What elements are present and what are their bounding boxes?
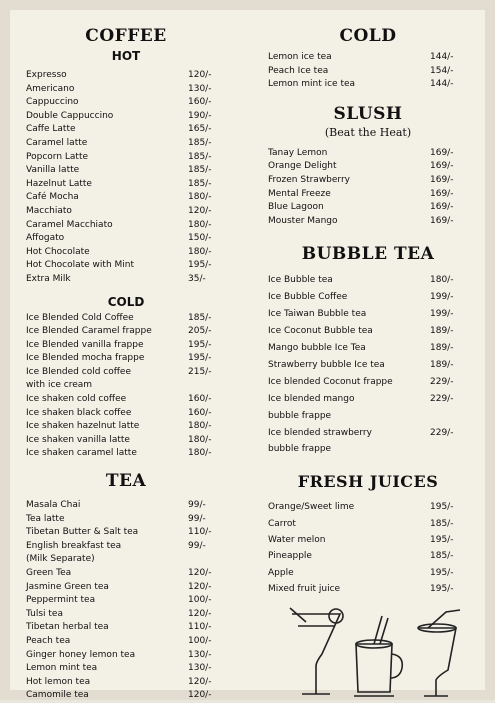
menu-item-name: Camomile tea <box>26 690 89 701</box>
menu-item-name: Ice shaken hazelnut latte <box>26 421 140 432</box>
menu-item-price: 160/- <box>188 394 212 405</box>
menu-item-price: 185/- <box>430 518 454 529</box>
menu-item <box>26 312 226 326</box>
menu-item <box>268 147 468 161</box>
menu-item <box>268 516 468 532</box>
menu-item <box>26 83 226 97</box>
menu-item-name: Green Tea <box>26 568 72 578</box>
menu-item <box>26 513 226 527</box>
menu-item <box>26 96 226 110</box>
slush-list <box>268 147 468 229</box>
menu-item <box>268 78 468 92</box>
menu-item <box>26 232 226 246</box>
menu-item-name: Extra Milk <box>26 273 71 284</box>
menu-item <box>268 548 468 564</box>
menu-item-price: 195/- <box>430 583 454 594</box>
menu-item <box>26 540 226 554</box>
menu-item-name: Hazelnut Latte <box>26 178 92 189</box>
tea-title: TEA <box>105 471 147 492</box>
menu-item <box>268 408 468 425</box>
menu-item <box>268 499 468 515</box>
menu-item-name: Hot Chocolate with Mint <box>26 260 135 271</box>
menu-item-name: Water melon <box>268 534 326 545</box>
menu-item-price: 195/- <box>430 534 454 545</box>
menu-item <box>268 391 468 408</box>
menu-item <box>268 441 468 458</box>
menu-item-price: 169/- <box>430 215 454 226</box>
menu-item <box>26 164 226 178</box>
menu-item <box>26 123 226 137</box>
menu-item-name: Peppermint tea <box>26 595 96 606</box>
menu-item-name: Expresso <box>26 70 67 80</box>
menu-item <box>268 357 468 374</box>
menu-item-name: Mental Freeze <box>268 188 331 199</box>
menu-item-name: bubble frappe <box>268 410 332 421</box>
menu-item <box>26 553 226 567</box>
menu-item-price: 130/- <box>188 663 212 674</box>
menu-item-name: Vanilla latte <box>26 165 80 176</box>
menu-item-price: 180/- <box>188 448 212 459</box>
menu-item-name: Ice Blended vanilla frappe <box>26 339 144 350</box>
menu-item <box>26 178 226 192</box>
menu-item-name: Ice blended strawberry <box>268 427 372 438</box>
bubble-tea-title: BUBBLE TEA <box>301 244 435 265</box>
coffee-hot-list <box>26 69 226 287</box>
menu-item <box>26 447 226 461</box>
menu-item-price: 99/- <box>188 500 206 511</box>
menu-item-price: 185/- <box>188 151 212 162</box>
menu-item <box>26 273 226 287</box>
menu-item-name: Macchiato <box>26 205 72 216</box>
menu-item-name: Ice Bubble Coffee <box>268 292 348 303</box>
menu-item-name: Tea latte <box>26 513 65 524</box>
menu-item <box>268 65 468 79</box>
menu-item-name: Tibetan Butter & Salt tea <box>26 527 139 538</box>
menu-item-name: Lemon mint ice tea <box>268 79 356 90</box>
menu-item <box>268 201 468 215</box>
menu-item-price: 229/- <box>430 427 454 438</box>
menu-item-price: 205/- <box>188 326 212 337</box>
slush-title: SLUSH <box>333 103 403 124</box>
menu-item <box>26 689 226 703</box>
menu-item <box>268 532 468 548</box>
menu-item-price: 185/- <box>430 551 454 562</box>
tea-list <box>26 499 226 703</box>
menu-item-name: Ice Blended cold coffee <box>26 366 131 377</box>
menu-item-price: 185/- <box>188 178 212 189</box>
menu-item-name: Ice Taiwan Bubble tea <box>268 309 367 320</box>
menu-item-price: 185/- <box>188 312 212 323</box>
juices-list <box>268 499 468 597</box>
menu-item-price: 195/- <box>188 353 212 364</box>
menu-item-name: Ice Bubble tea <box>268 275 333 286</box>
menu-item <box>26 325 226 339</box>
menu-item-name: Ice shaken black coffee <box>26 407 132 418</box>
menu-item-name: Tanay Lemon <box>268 147 328 158</box>
menu-item-price: 120/- <box>188 676 212 687</box>
menu-item <box>268 174 468 188</box>
menu-item-price: 99/- <box>188 540 206 551</box>
menu-item-name: Carrot <box>268 518 296 529</box>
menu-item-price: 189/- <box>430 342 454 353</box>
menu-item <box>26 393 226 407</box>
juices-title: FRESH JUICES <box>297 472 439 492</box>
menu-item <box>26 205 226 219</box>
menu-item-price: 215/- <box>188 366 212 377</box>
menu-item-price: 169/- <box>430 161 454 172</box>
menu-item-name: Jasmine Green tea <box>26 581 109 592</box>
menu-item-name: Orange/Sweet lime <box>268 502 355 513</box>
menu-item-name: with ice cream <box>26 380 93 391</box>
menu-item-name: English breakfast tea <box>26 540 122 551</box>
menu-item <box>26 420 226 434</box>
menu-item <box>26 191 226 205</box>
menu-item <box>26 594 226 608</box>
menu-item-name: Peach tea <box>26 635 71 646</box>
cold-list <box>268 51 468 92</box>
menu-item <box>26 259 226 273</box>
menu-item-name: Ice Blended Caramel frappe <box>26 326 152 337</box>
menu-item-price: 120/- <box>188 205 212 216</box>
menu-item-name: Tibetan herbal tea <box>26 622 109 633</box>
cold-title: COLD <box>339 26 397 46</box>
bubble-tea-list <box>268 272 468 458</box>
menu-item-price: 180/- <box>430 275 454 286</box>
menu-item-price: 169/- <box>430 188 454 199</box>
menu-item <box>26 526 226 540</box>
menu-item <box>26 69 226 83</box>
menu-item <box>268 160 468 174</box>
menu-item <box>26 499 226 513</box>
menu-item <box>26 110 226 124</box>
menu-item <box>268 425 468 442</box>
menu-item-price: 169/- <box>430 202 454 213</box>
menu-item <box>26 219 226 233</box>
menu-item-price: 165/- <box>188 124 212 135</box>
menu-item-price: 195/- <box>188 339 212 350</box>
menu-item-name: Apple <box>268 567 294 578</box>
coffee-hot-title: HOT <box>111 49 141 63</box>
menu-item <box>26 246 226 260</box>
menu-item-name: Caffe Latte <box>26 124 76 135</box>
menu-item-name: Hot Chocolate <box>26 246 90 257</box>
menu-item <box>26 407 226 421</box>
menu-item-name: Frozen Strawberry <box>268 174 350 185</box>
menu-item-name: Blue Lagoon <box>268 202 324 213</box>
menu-item <box>26 608 226 622</box>
menu-item-name: Peach Ice tea <box>268 65 329 76</box>
menu-item-name: Strawberry bubble Ice tea <box>268 359 385 370</box>
menu-item-name: Ice shaken vanilla latte <box>26 434 130 445</box>
menu-item-name: (Milk Separate) <box>26 554 95 565</box>
menu-item-name: Ice shaken caramel latte <box>26 448 137 459</box>
menu-item <box>26 366 226 380</box>
menu-item <box>268 340 468 357</box>
menu-item <box>26 352 226 366</box>
menu-item-name: Lemon mint tea <box>26 663 98 674</box>
menu-item-price: 160/- <box>188 97 212 108</box>
menu-item <box>268 581 468 597</box>
menu-item <box>26 567 226 581</box>
menu-item-price: 99/- <box>188 513 206 524</box>
menu-item <box>268 215 468 229</box>
coffee-title: COFFEE <box>85 26 167 46</box>
menu-item-name: Ice blended Coconut frappe <box>268 376 393 387</box>
menu-item-name: Mango bubble Ice Tea <box>268 342 366 353</box>
menu-item-name: Double Cappuccino <box>26 110 114 121</box>
menu-item <box>26 649 226 663</box>
menu-item-name: Lemon ice tea <box>268 52 332 62</box>
menu-item-name: Ice Blended Cold Coffee <box>26 312 134 323</box>
menu-item-price: 120/- <box>188 581 212 592</box>
menu-item-price: 100/- <box>188 595 212 606</box>
right-column <box>268 10 468 597</box>
menu-item-price: 110/- <box>188 527 212 538</box>
menu-item-price: 195/- <box>430 502 454 513</box>
menu-item-price: 229/- <box>430 376 454 387</box>
menu-item-price: 189/- <box>430 359 454 370</box>
menu-item-price: 199/- <box>430 292 454 303</box>
drinks-glasses-icon <box>278 606 478 701</box>
menu-item-name: Caramel Macchiato <box>26 219 113 230</box>
menu-item-name: Tulsi tea <box>26 608 63 619</box>
menu-item-name: Hot lemon tea <box>26 676 91 687</box>
menu-item-price: 180/- <box>188 246 212 257</box>
menu-item-price: 180/- <box>188 434 212 445</box>
menu-item-price: 185/- <box>188 137 212 148</box>
menu-item-name: Ice Coconut Bubble tea <box>268 326 373 337</box>
menu-item <box>26 137 226 151</box>
menu-item-price: 169/- <box>430 147 454 158</box>
menu-item-name: Mixed fruit juice <box>268 583 341 594</box>
menu-item-name: Ice shaken cold coffee <box>26 394 127 405</box>
menu-item-price: 195/- <box>430 567 454 578</box>
menu-item-name: bubble frappe <box>268 444 332 455</box>
menu-item-price: 180/- <box>188 421 212 432</box>
menu-item <box>268 272 468 289</box>
menu-item <box>26 676 226 690</box>
menu-item <box>26 581 226 595</box>
menu-item-name: Popcorn Latte <box>26 151 89 162</box>
menu-item <box>268 374 468 391</box>
menu-item-price: 110/- <box>188 622 212 633</box>
menu-item-price: 180/- <box>188 192 212 203</box>
menu-item-price: 160/- <box>188 407 212 418</box>
menu-item-price: 190/- <box>188 110 212 121</box>
menu-item <box>268 565 468 581</box>
menu-item <box>268 306 468 323</box>
menu-item-price: 189/- <box>430 326 454 337</box>
menu-item-price: 195/- <box>188 260 212 271</box>
menu-item <box>26 621 226 635</box>
menu-item-price: 144/- <box>430 79 454 90</box>
menu-item-price: 120/- <box>188 568 212 578</box>
menu-item <box>268 51 468 65</box>
menu-item-name: Café Mocha <box>26 192 79 203</box>
menu-item-price: 180/- <box>188 219 212 230</box>
menu-item <box>26 434 226 448</box>
menu-item-price: 185/- <box>188 165 212 176</box>
menu-item-price: 169/- <box>430 174 454 185</box>
menu-item-name: Masala Chai <box>26 500 81 511</box>
menu-item <box>268 289 468 306</box>
menu-item-name: Ice blended mango <box>268 393 355 404</box>
menu-item <box>268 188 468 202</box>
menu-item-price: 100/- <box>188 635 212 646</box>
coffee-cold-title: COLD <box>107 294 145 309</box>
menu-item-price: 150/- <box>188 233 212 244</box>
menu-item-name: Orange Delight <box>268 161 337 172</box>
menu-item-name: Ginger honey lemon tea <box>26 649 136 660</box>
menu-item-name: Caramel latte <box>26 137 88 148</box>
menu-item <box>268 323 468 340</box>
menu-item-price: 130/- <box>188 649 212 660</box>
menu-item-price: 199/- <box>430 309 454 320</box>
menu-item <box>26 635 226 649</box>
left-column <box>26 10 226 703</box>
menu-item-price: 120/- <box>188 690 212 701</box>
menu-item-name: Pineapple <box>268 551 312 562</box>
menu-item-price: 154/- <box>430 65 454 76</box>
coffee-cold-list <box>26 312 226 462</box>
menu-item <box>26 379 226 393</box>
menu-item-price: 144/- <box>430 52 454 62</box>
menu-item-name: Ice Blended mocha frappe <box>26 353 145 364</box>
menu-item-name: Cappuccino <box>26 97 79 108</box>
menu-item-price: 120/- <box>188 608 212 619</box>
menu-item-name: Mouster Mango <box>268 215 338 226</box>
menu-item-price: 130/- <box>188 83 212 94</box>
menu-item-price: 35/- <box>188 273 206 284</box>
slush-subtitle: (Beat the Heat) <box>324 125 412 139</box>
menu-item <box>26 662 226 676</box>
menu-item-name: Affogato <box>26 233 65 244</box>
menu-item-price: 229/- <box>430 393 454 404</box>
menu-item-price: 120/- <box>188 70 212 80</box>
menu-item <box>26 339 226 353</box>
menu-item <box>26 151 226 165</box>
menu-item-name: Americano <box>26 83 75 94</box>
